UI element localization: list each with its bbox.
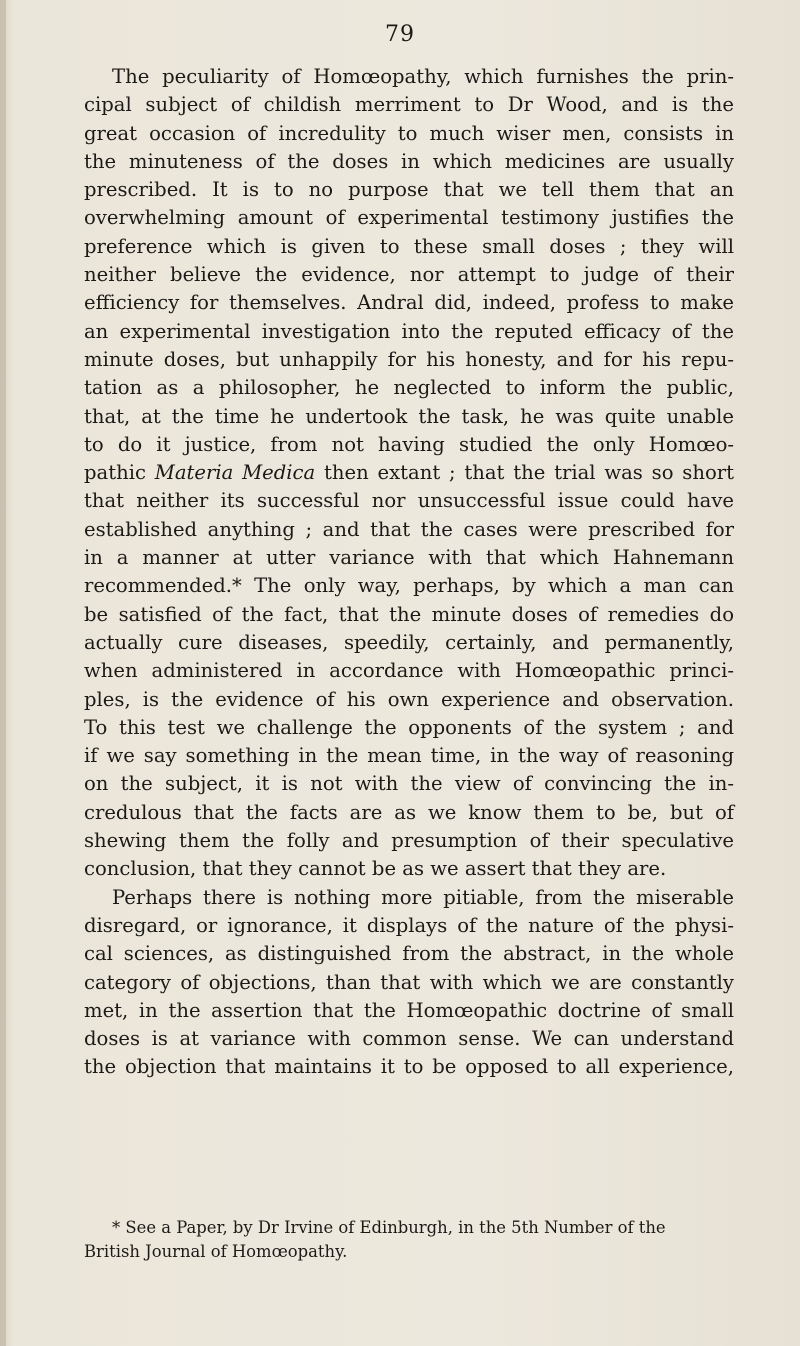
text-line: be satisfied of the fact, that the minute doses of remedies do bbox=[84, 602, 734, 626]
paragraph-2 bbox=[84, 884, 734, 1082]
text-line: met, in the assertion that the Homœopathic doctrine of small bbox=[84, 998, 734, 1022]
text-line: that, at the time he undertook the task, he was quite unable bbox=[84, 404, 734, 428]
text-line: shewing them the folly and presumption of their speculative bbox=[84, 829, 734, 853]
text-line: established anything ; and that the cases were prescribed for bbox=[84, 517, 734, 541]
text-line: tation as a philosopher, he neglected to inform the public, bbox=[84, 376, 734, 400]
page-number: 79 bbox=[385, 22, 415, 47]
text-line-materia-medica bbox=[84, 459, 734, 487]
text-line: To this test we challenge the opponents of the system ; and bbox=[84, 715, 734, 739]
text-line: recommended.* The only way, perhaps, by which a man can bbox=[84, 574, 734, 598]
text-line: Perhaps there is nothing more pitiable, from the miserable bbox=[112, 885, 734, 909]
footnote-line: * See a Paper, by Dr Irvine of Edinburgh, in the 5th Number of the bbox=[112, 1218, 666, 1237]
italic-title: Materia Medica bbox=[154, 461, 316, 485]
text-line: actually cure diseases, speedily, certainly, and permanently, bbox=[84, 630, 734, 654]
binding-edge bbox=[0, 0, 6, 1346]
text-segment: pathic bbox=[84, 461, 146, 485]
text-line: the minuteness of the doses in which medicines are usually bbox=[84, 149, 734, 173]
text-line: preference which is given to these small doses ; they will bbox=[84, 234, 734, 258]
text-line: to do it justice, from not having studied the only Homœo- bbox=[84, 432, 734, 456]
text-line: category of objections, than that with which we are constantly bbox=[84, 970, 734, 994]
text-line: on the subject, it is not with the view of convincing the in- bbox=[84, 772, 734, 796]
text-line: doses is at variance with common sense. We can understand bbox=[84, 1027, 734, 1051]
text-line: ples, is the evidence of his own experience and observation. bbox=[84, 687, 734, 711]
text-line: prescribed. It is to no purpose that we tell them that an bbox=[84, 178, 734, 202]
text-line: conclusion, that they cannot be as we assert that they are. bbox=[84, 857, 667, 881]
footnote bbox=[84, 1216, 734, 1264]
text-line: the objection that maintains it to be opposed to all experience, bbox=[84, 1055, 734, 1079]
paragraph-1 bbox=[84, 63, 734, 884]
text-line: disregard, or ignorance, it displays of the nature of the physi- bbox=[84, 913, 734, 937]
text-line: credulous that the facts are as we know them to be, but of bbox=[84, 800, 734, 824]
body-text bbox=[84, 63, 734, 1082]
text-segment: then extant ; that the trial was so short bbox=[324, 461, 734, 485]
text-line: that neither its successful nor unsuccessful issue could have bbox=[84, 489, 734, 513]
text-line: an experimental investigation into the reputed efficacy of the bbox=[84, 319, 734, 343]
text-line: if we say something in the mean time, in the way of reasoning bbox=[84, 744, 734, 768]
text-line: great occasion of incredulity to much wiser men, consists in bbox=[84, 121, 734, 145]
text-line: when administered in accordance with Homœopathic princi- bbox=[84, 659, 734, 683]
text-line: cal sciences, as distinguished from the abstract, in the whole bbox=[84, 942, 734, 966]
footnote-line: British Journal of Homœopathy. bbox=[84, 1242, 348, 1261]
text-line: neither believe the evidence, nor attempt to judge of their bbox=[84, 263, 734, 287]
text-line: overwhelming amount of experimental testimony justifies the bbox=[84, 206, 734, 230]
text-line: cipal subject of childish merriment to Dr Wood, and is the bbox=[84, 93, 734, 117]
text-line: efficiency for themselves. Andral did, indeed, profess to make bbox=[84, 291, 734, 315]
text-line: in a manner at utter variance with that which Hahnemann bbox=[84, 546, 734, 570]
text-line: minute doses, but unhappily for his honesty, and for his repu- bbox=[84, 347, 734, 371]
text-line: The peculiarity of Homœopathy, which furnishes the prin- bbox=[112, 65, 734, 88]
